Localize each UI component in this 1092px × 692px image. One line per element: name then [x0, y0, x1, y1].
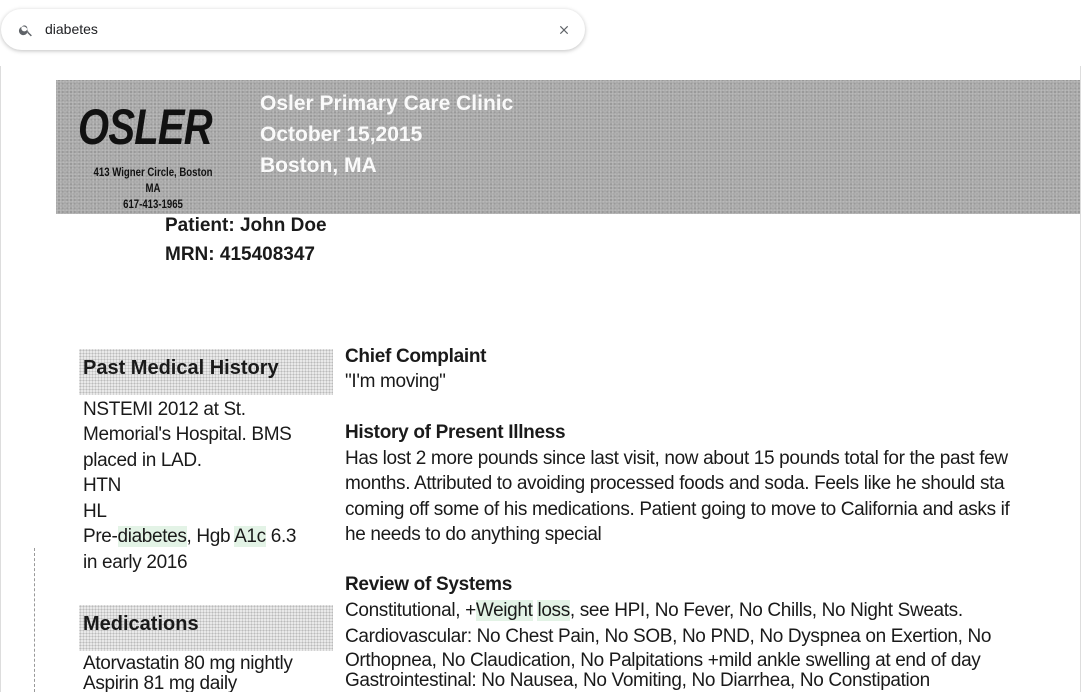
- pmh-heading: Past Medical History: [79, 349, 333, 395]
- clinic-logo: OSLER: [78, 99, 212, 155]
- pmh-line: Pre-diabetes, Hgb A1c 6.3: [83, 526, 297, 547]
- medication-item: Atorvastatin 80 mg nightly: [83, 653, 293, 674]
- pmh-line: placed in LAD.: [83, 450, 202, 471]
- pmh-line: NSTEMI 2012 at St.: [83, 399, 246, 420]
- scan-edge-line: [34, 548, 35, 692]
- chief-complaint-heading: Chief Complaint: [345, 346, 487, 367]
- medication-item: Aspirin 81 mg daily: [83, 673, 237, 692]
- patient-mrn: MRN: 415408347: [165, 244, 315, 265]
- search-hit: loss: [537, 600, 570, 621]
- visit-date: October 15,2015: [260, 123, 423, 146]
- search-input[interactable]: [45, 19, 525, 39]
- clinic-name: Osler Primary Care Clinic: [260, 92, 514, 115]
- pmh-line: HL: [83, 501, 107, 522]
- hpi-heading: History of Present Illness: [345, 422, 566, 443]
- clinic-location: Boston, MA: [260, 154, 377, 177]
- hpi-line: coming off some of his medications. Patient going to move to California and asks if: [345, 499, 1010, 520]
- pmh-line: Memorial's Hospital. BMS: [83, 424, 292, 445]
- pmh-line: in early 2016: [83, 552, 188, 573]
- ros-line: Gastrointestinal: No Nausea, No Vomiting, No Diarrhea, No Constipation: [345, 670, 930, 691]
- ros-line: Cardiovascular: No Chest Pain, No SOB, No PND, No Dyspnea on Exertion, No: [345, 626, 992, 647]
- search-hit: A1c: [234, 526, 266, 547]
- ros-heading: Review of Systems: [345, 574, 513, 595]
- pmh-line: HTN: [83, 475, 121, 496]
- document-viewer[interactable]: [0, 66, 1081, 692]
- hpi-line: months. Attributed to avoiding processed foods and soda. Feels like he should sta: [345, 473, 1005, 494]
- hpi-line: Has lost 2 more pounds since last visit, now about 15 pounds total for the past few: [345, 448, 1008, 469]
- letterhead-band: [56, 80, 1080, 214]
- ros-line: Constitutional, +Weight loss, see HPI, No Fever, No Chills, No Night Sweats.: [345, 600, 963, 621]
- clinic-address: 413 Wigner Circle, Boston MA 617-413-1965: [93, 165, 213, 211]
- patient-name: Patient: John Doe: [165, 215, 327, 236]
- search-hit: Weight: [475, 600, 533, 621]
- medications-heading: Medications: [79, 605, 333, 651]
- search-bar[interactable]: [1, 9, 585, 50]
- search-hit: diabetes: [117, 526, 187, 547]
- close-icon[interactable]: [557, 23, 571, 37]
- hpi-line: he needs to do anything special: [345, 524, 602, 545]
- ros-line: Orthopnea, No Claudication, No Palpitations +mild ankle swelling at end of day: [345, 650, 981, 671]
- search-icon: [18, 22, 34, 38]
- chief-complaint-text: "I'm moving": [345, 371, 446, 392]
